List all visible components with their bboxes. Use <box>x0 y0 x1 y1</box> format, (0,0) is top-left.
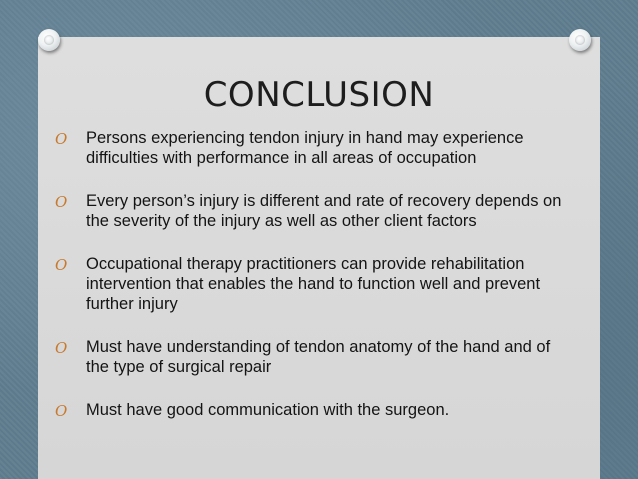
bullet-text: Must have understanding of tendon anatomy of the hand and of the type of surgical repair <box>86 338 551 376</box>
bullet-item <box>55 337 575 377</box>
bullet-item <box>55 128 575 168</box>
slide-title: CONCLUSION <box>203 75 435 115</box>
bullet-text: Occupational therapy practitioners can provide rehabilitation intervention that enables the hand to function well and prevent further injury <box>86 255 541 313</box>
bullet-marker-icon: O <box>55 402 68 420</box>
bullet-marker-icon: O <box>55 130 68 148</box>
bullet-marker-icon: O <box>55 193 68 211</box>
bullet-item <box>55 191 575 231</box>
bullet-list <box>55 128 575 443</box>
bullet-text: Every person’s injury is different and rate of recovery depends on the severity of the injury as well as other client factors <box>86 192 562 230</box>
bullet-item <box>55 400 575 420</box>
bullet-text: Persons experiencing tendon injury in hand may experience difficulties with performance in all areas of occupation <box>86 129 524 167</box>
bullet-marker-icon: O <box>55 339 68 357</box>
bullet-marker-icon: O <box>55 256 68 274</box>
bullet-item <box>55 254 575 314</box>
pushpin-icon-right <box>569 29 591 51</box>
pushpin-icon-left <box>38 29 60 51</box>
bullet-text: Must have good communication with the surgeon. <box>86 401 450 419</box>
